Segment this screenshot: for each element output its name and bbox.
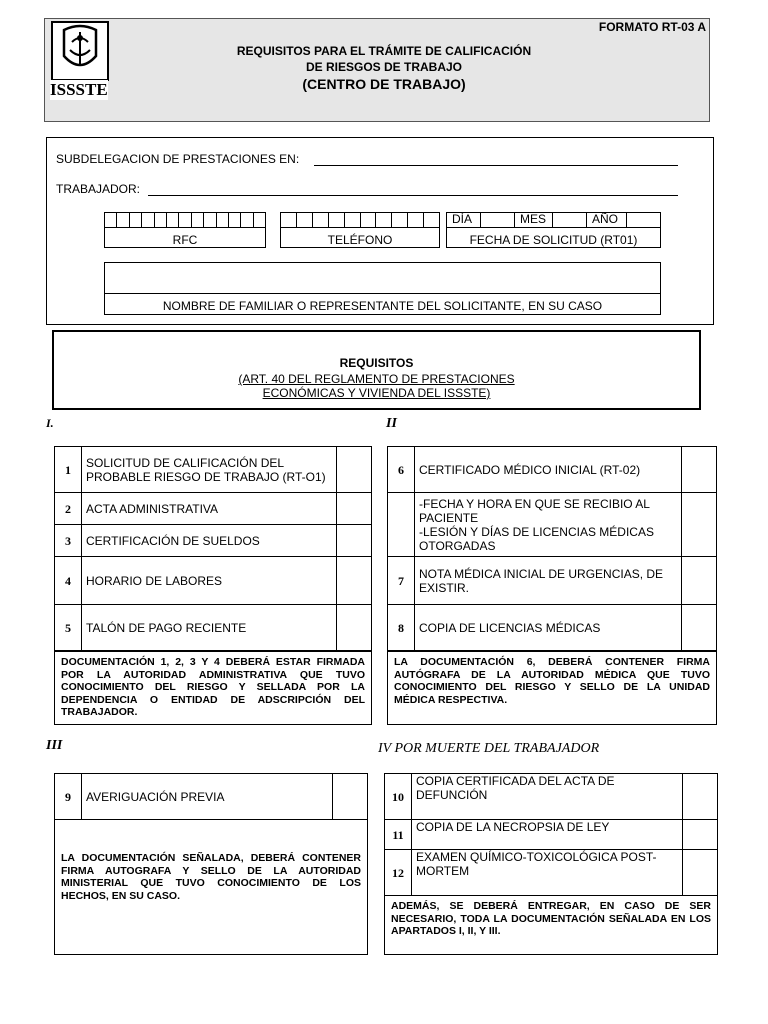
item-text: ACTA ADMINISTRATIVA: [82, 493, 337, 525]
item-text: COPIA CERTIFICADA DEL ACTA DE DEFUNCIÓN: [412, 774, 683, 820]
title-line-1: REQUISITOS PARA EL TRÁMITE DE CALIFICACIÓN: [236, 44, 532, 58]
requisitos-subtitle-1: (ART. 40 DEL REGLAMENTO DE PRESTACIONES: [238, 372, 515, 386]
title-line-3: (CENTRO DE TRABAJO): [302, 76, 466, 92]
item-text: NOTA MÉDICA INICIAL DE URGENCIAS, DE EXISTIR.: [415, 557, 682, 605]
mes-label: MES: [520, 212, 547, 226]
table-row: [385, 820, 718, 850]
item-number: 1: [55, 447, 82, 493]
item-text: EXAMEN QUÍMICO-TOXICOLÓGICA POST-MORTEM: [412, 850, 683, 896]
item-checkbox[interactable]: [337, 605, 372, 651]
table-row: [55, 774, 368, 820]
item-checkbox[interactable]: [682, 605, 717, 651]
section-ii-note: LA DOCUMENTACIÓN 6, DEBERÁ CONTENER FIRMA AUTÓGRAFA DE LA AUTORIDAD MÉDICA QUE TUVO CONOCIMIENTO DEL RIESGO Y SELLO DE LA UNIDAD MÉDICA RESPECTIVA.: [387, 651, 717, 725]
section-iii-heading: III: [46, 738, 63, 753]
table-row: [385, 774, 718, 820]
section-iv-table: [384, 773, 718, 896]
item-checkbox[interactable]: [337, 447, 372, 493]
table-row: [388, 493, 717, 557]
requisitos-title: REQUISITOS: [339, 356, 414, 370]
fecha-label: FECHA DE SOLICITUD (RT01): [469, 233, 638, 247]
item-checkbox[interactable]: [337, 525, 372, 557]
item-number: 11: [385, 820, 412, 850]
requisitos-subtitle-2: ECONÓMICAS Y VIVIENDA DEL ISSSTE): [262, 386, 491, 400]
item-checkbox[interactable]: [683, 774, 718, 820]
item-text: AVERIGUACIÓN PREVIA: [82, 774, 333, 820]
familiar-field[interactable]: [104, 262, 661, 294]
trabajador-label: TRABAJADOR:: [56, 182, 141, 196]
anio-label: AÑO: [592, 212, 619, 226]
item-number: 3: [55, 525, 82, 557]
table-row: [55, 525, 372, 557]
table-row: [55, 447, 372, 493]
rfc-label: RFC: [172, 233, 198, 247]
item-number: 5: [55, 605, 82, 651]
telefono-cells[interactable]: [280, 212, 440, 228]
table-row: [388, 447, 717, 493]
item-text: [415, 493, 682, 557]
section-iv-note: ADEMÁS, SE DEBERÁ ENTREGAR, EN CASO DE SER NECESARIO, TODA LA DOCUMENTACIÓN SEÑALADA EN LOS APARTADOS I, II, Y III.: [384, 895, 718, 955]
table-row: [388, 605, 717, 651]
item-checkbox[interactable]: [333, 774, 368, 820]
table-row: [388, 557, 717, 605]
item-number: 12: [385, 850, 412, 896]
item-text: TALÓN DE PAGO RECIENTE: [82, 605, 337, 651]
section-ii-table: [387, 446, 717, 651]
item-text: CERTIFICADO MÉDICO INICIAL (RT-02): [415, 447, 682, 493]
item-text: COPIA DE LICENCIAS MÉDICAS: [415, 605, 682, 651]
item-checkbox[interactable]: [682, 447, 717, 493]
fecha-cells[interactable]: [446, 212, 661, 228]
format-code: FORMATO RT-03 A: [598, 20, 706, 34]
item-number: 10: [385, 774, 412, 820]
item-number: 8: [388, 605, 415, 651]
section-i-heading: I.: [46, 416, 54, 430]
item-text: COPIA DE LA NECROPSIA DE LEY: [412, 820, 683, 850]
item-number: 9: [55, 774, 82, 820]
table-row: [55, 493, 372, 525]
section-iv-heading: IV POR MUERTE DEL TRABAJADOR: [378, 741, 600, 756]
item-text: CERTIFICACIÓN DE SUELDOS: [82, 525, 337, 557]
item-number: 7: [388, 557, 415, 605]
logo-text: ISSSTE: [50, 80, 108, 99]
trabajador-field[interactable]: [148, 195, 678, 196]
subdelegacion-label: SUBDELEGACION DE PRESTACIONES EN:: [56, 152, 300, 166]
rfc-cells[interactable]: [104, 212, 266, 228]
item-number: 2: [55, 493, 82, 525]
item-text: HORARIO DE LABORES: [82, 557, 337, 605]
section-iii-table: [54, 773, 368, 820]
table-row: [55, 557, 372, 605]
item-text: SOLICITUD DE CALIFICACIÓN DEL PROBABLE RIESGO DE TRABAJO (RT-O1): [82, 447, 337, 493]
item-checkbox[interactable]: [337, 557, 372, 605]
item-number: 6: [388, 447, 415, 493]
item-checkbox[interactable]: [682, 557, 717, 605]
title-line-2: DE RIESGOS DE TRABAJO: [305, 60, 463, 74]
familiar-label: NOMBRE DE FAMILIAR O REPRESENTANTE DEL SOLICITANTE, EN SU CASO: [162, 299, 603, 313]
section-ii-heading: II: [386, 416, 397, 431]
section-iii-note: LA DOCUMENTACIÓN SEÑALADA, DEBERÁ CONTENER FIRMA AUTOGRAFA Y SELLO DE LA AUTORIDAD MINISTERIAL QUE TUVO CONOCIMIENTO DE LOS HECHOS, EN SU CASO.: [54, 819, 368, 955]
telefono-label: TELÉFONO: [327, 233, 393, 247]
dia-label: DÍA: [452, 212, 473, 226]
table-row: [55, 605, 372, 651]
subdelegacion-field[interactable]: [314, 165, 678, 166]
item-text-line: -FECHA Y HORA EN QUE SE RECIBIO AL PACIENTE: [419, 496, 650, 525]
table-row: [385, 850, 718, 896]
item-checkbox[interactable]: [682, 493, 717, 557]
item-number: 4: [55, 557, 82, 605]
item-number: [388, 493, 415, 557]
item-checkbox[interactable]: [683, 820, 718, 850]
requisitos-box: [52, 330, 701, 410]
section-i-note: DOCUMENTACIÓN 1, 2, 3 Y 4 DEBERÁ ESTAR FIRMADA POR LA AUTORIDAD ADMINISTRATIVA QUE TUVO CONOCIMIENTO DEL RIESGO Y SELLADA POR LA DEPENDENCIA O ENTIDAD DE ADSCRIPCIÓN DEL TRABAJADOR.: [54, 651, 372, 725]
section-i-table: [54, 446, 372, 651]
item-checkbox[interactable]: [337, 493, 372, 525]
item-text-line: -LESIÓN Y DÍAS DE LICENCIAS MÉDICAS OTORGADAS: [419, 524, 654, 553]
item-checkbox[interactable]: [683, 850, 718, 896]
